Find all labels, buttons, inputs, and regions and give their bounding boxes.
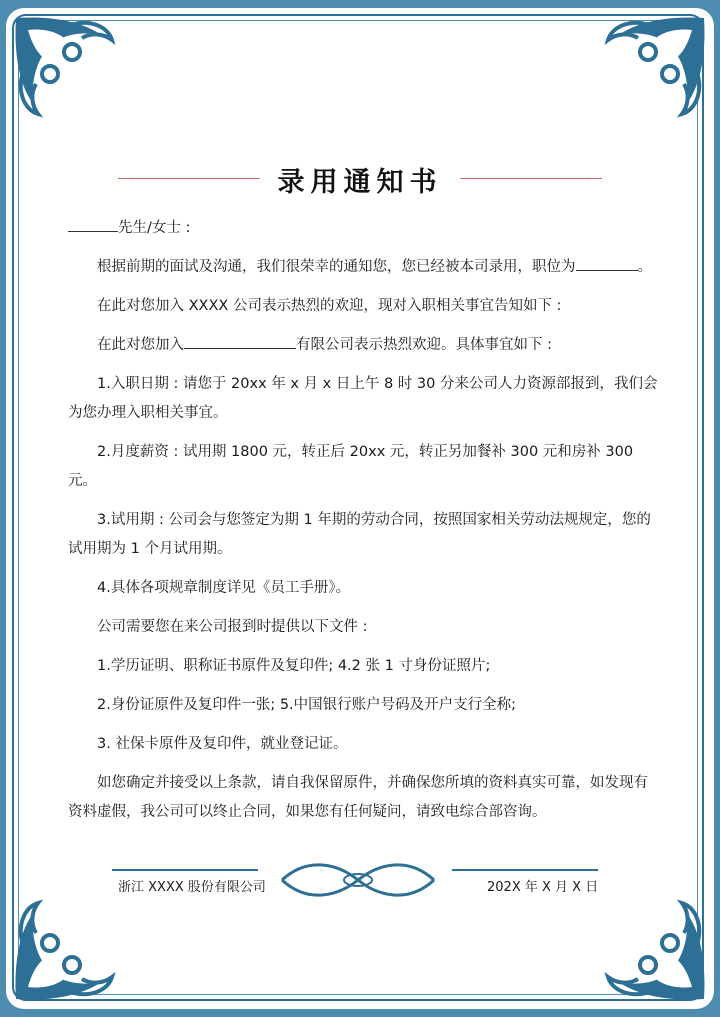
document-item-1: 1.学历证明、职称证书原件及复印件; 4.2 张 1 寸身份证照片; [97,658,491,674]
letter-body [68,214,660,837]
paragraph-welcome: 在此对您加入 XXXX 公司表示热烈的欢迎，现对入职相关事宜告知如下 : [97,298,562,314]
document-item-2: 2.身份证原件及复印件一张; 5.中国银行账户号码及开户支行全称; [97,697,517,713]
flourish-icon [278,860,438,900]
company-signature: 浙江 XXXX 股份有限公司 [118,880,266,895]
corner-ornament-icon [602,897,712,1007]
title-rule-right [460,178,602,179]
paragraph-text: 根据前期的面试及沟通，我们很荣幸的通知您，您已经被本司录用，职位为 [97,259,576,275]
name-blank[interactable] [68,215,118,232]
paragraph-probation: 3.试用期 : 公司会与您签定为期 1 年期的劳动合同，按照国家相关劳动法规规定，您的试用期为 1 个月试用期。 [68,512,651,557]
company-blank[interactable] [184,332,296,349]
salutation: 先生/女士 : [118,220,191,236]
title-rule-left [118,178,260,179]
paragraph-intro [68,253,660,282]
title-row [0,160,720,200]
signature-date: 202X 年 X 月 X 日 [487,880,599,895]
paragraph-start-date: 1.入职日期 : 请您于 20xx 年 x 月 x 日上午 8 时 30 分来公司人力资源部报到，我们会为您办理入职相关事宜。 [68,376,658,421]
paragraph-text: 有限公司表示热烈欢迎。具体事宜如下 : [296,337,552,353]
document-item-3: 3. 社保卡原件及复印件，就业登记证。 [97,736,348,752]
paragraph-documents: 公司需要您在来公司报到时提供以下文件 : [97,619,368,635]
paragraph-closing: 如您确定并接受以上条款，请自我保留原件，并确保您所填的资料真实可靠，如发现有资料虚假，我公司可以终止合同，如果您有任何疑问，请致电综合部咨询。 [68,775,648,820]
paragraph-company [68,331,660,360]
footer-rule-left [112,869,258,871]
corner-ornament-icon [8,897,118,1007]
salutation-line [68,214,660,243]
page-title: 录用通知书 [277,167,443,198]
paragraph-text: 在此对您加入 [97,337,184,353]
paragraph-text: 。 [637,259,652,275]
footer-rule-right [452,869,598,871]
paragraph-rules: 4.具体各项规章制度详见《员工手册》。 [97,580,351,596]
corner-ornament-icon [602,10,712,120]
paragraph-salary: 2.月度薪资 : 试用期 1800 元，转正后 20xx 元，转正另加餐补 300 元和房补 300 元。 [68,444,634,489]
position-blank[interactable] [576,254,638,271]
signature-footer [0,860,720,910]
corner-ornament-icon [8,10,118,120]
